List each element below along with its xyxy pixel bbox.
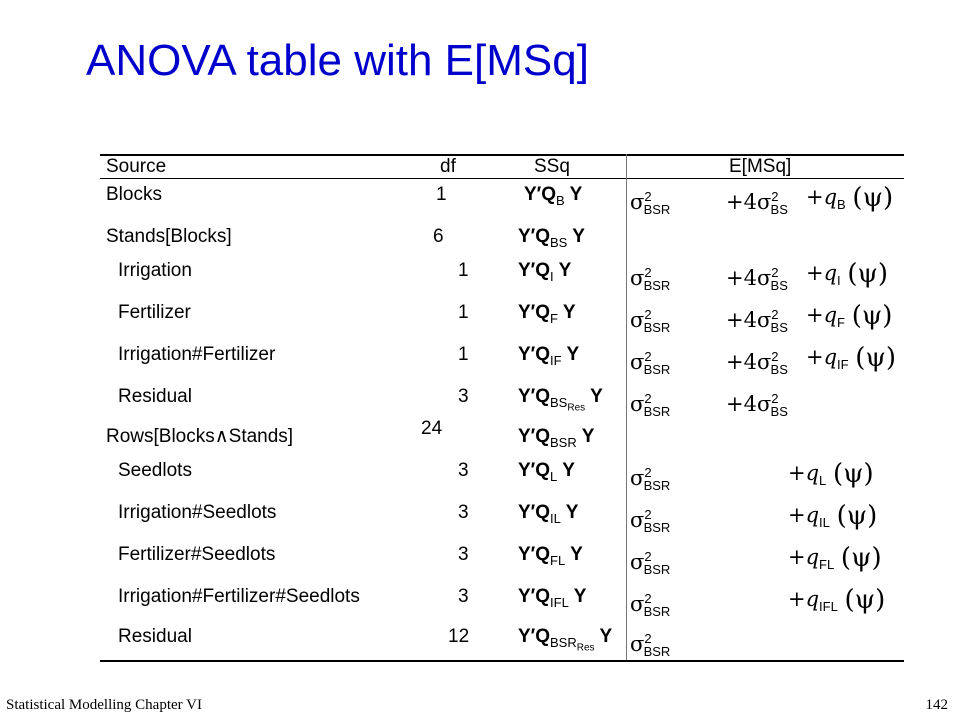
sigma-subscript: BSR <box>643 562 671 578</box>
psi-symbol: ψ <box>854 585 876 615</box>
column-divider <box>626 154 627 660</box>
sigma-subscript: BSR <box>643 520 671 536</box>
left-paren: ( <box>852 183 863 213</box>
ssq-suffix: Y <box>566 344 580 365</box>
ssq-prefix: Y′Q <box>518 226 551 247</box>
squared: 2 <box>644 591 652 606</box>
ems-bs-term <box>726 262 788 297</box>
q-coef: +q <box>788 503 820 527</box>
ems-q-term <box>788 543 882 576</box>
df-cell: 1 <box>436 184 447 205</box>
ssq-cell <box>518 586 586 614</box>
ssq-prefix: Y′Q <box>518 344 551 365</box>
df-cell: 1 <box>458 260 469 281</box>
ssq-subsubscript: Res <box>567 402 586 414</box>
sigma-subscript: BSR <box>643 202 671 218</box>
q-coef: +q <box>806 185 838 209</box>
ems-q-term <box>806 343 896 376</box>
ems-sigma-bsr <box>630 262 670 297</box>
sigma-subscript: BSR <box>643 320 671 336</box>
ssq-cell <box>518 386 603 419</box>
q-coef: +q <box>788 461 820 485</box>
ssq-subscript: B <box>556 192 565 208</box>
squared: 2 <box>644 507 652 522</box>
squared: 2 <box>771 391 779 406</box>
ems-bs-term <box>726 346 788 381</box>
right-paren: ) <box>882 183 894 213</box>
header-ssq: SSq <box>534 156 570 177</box>
left-paren: ( <box>832 459 844 489</box>
df-cell: 3 <box>458 460 469 481</box>
ssq-subscript: F <box>550 310 558 326</box>
ssq-suffix: Y <box>562 460 575 481</box>
squared: 2 <box>771 265 779 280</box>
ems-bs-term <box>726 388 788 423</box>
left-paren: ( <box>847 259 858 289</box>
ems-sigma-bsr <box>630 304 670 339</box>
right-paren: ) <box>863 459 874 489</box>
ems-sigma-bsr <box>630 546 670 581</box>
ssq-subscript: L <box>550 468 558 484</box>
q-subscript: F <box>837 315 845 331</box>
right-paren: ) <box>882 301 893 331</box>
ems-sigma-bsr <box>630 588 670 623</box>
squared: 2 <box>644 307 652 322</box>
df-cell: 12 <box>448 626 470 647</box>
left-paren: ( <box>836 501 847 531</box>
ssq-prefix: Y′Q <box>518 426 551 447</box>
squared: 2 <box>644 631 652 646</box>
source-cell: Irrigation#Seedlots <box>118 502 277 523</box>
ems-sigma-bsr <box>630 346 670 381</box>
squared: 2 <box>644 189 652 204</box>
ssq-cell <box>518 344 579 372</box>
bs-subscript: BS <box>770 404 788 420</box>
ems-sigma-bsr <box>630 186 670 221</box>
source-cell: Rows[Blocks∧Stands] <box>106 426 294 447</box>
ems-sigma-bsr <box>630 462 670 497</box>
q-coef: +q <box>806 303 838 327</box>
bs-coef: +4σ <box>726 350 772 374</box>
ssq-suffix: Y <box>570 544 583 565</box>
sigma-subscript: BSR <box>643 278 671 294</box>
squared: 2 <box>771 189 779 204</box>
ssq-suffix: Y <box>599 626 613 647</box>
squared: 2 <box>771 307 779 322</box>
ssq-cell <box>518 260 571 288</box>
ems-bs-term <box>726 186 788 221</box>
ssq-suffix: Y <box>590 386 603 407</box>
ssq-prefix: Y′Q <box>518 460 551 481</box>
ssq-subscript: BSRRes <box>550 634 595 654</box>
header-df: df <box>440 156 456 177</box>
ssq-suffix: Y <box>558 260 572 281</box>
source-cell: Residual <box>118 386 192 407</box>
source-cell: Fertilizer <box>118 302 191 323</box>
ssq-suffix: Y <box>562 302 576 323</box>
sigma-subscript: BSR <box>643 362 671 378</box>
ems-q-term <box>788 459 874 492</box>
ems-q-term <box>788 501 878 534</box>
source-cell: Seedlots <box>118 460 192 481</box>
left-paren: ( <box>855 343 866 373</box>
q-coef: +q <box>788 587 820 611</box>
source-cell: Blocks <box>106 184 162 205</box>
ssq-subscript: IL <box>550 510 561 526</box>
source-cell: Irrigation#Fertilizer <box>118 344 276 365</box>
sigma-subscript: BSR <box>643 404 671 420</box>
df-cell: 3 <box>458 544 469 565</box>
q-coef: +q <box>788 545 820 569</box>
psi-symbol: ψ <box>843 459 864 489</box>
squared: 2 <box>771 349 779 364</box>
right-paren: ) <box>867 501 878 531</box>
ssq-subsubscript: Res <box>576 642 595 654</box>
squared: 2 <box>644 465 652 480</box>
ems-bs-term <box>726 304 788 339</box>
bs-subscript: BS <box>770 202 788 218</box>
psi-symbol: ψ <box>865 343 886 373</box>
ssq-suffix: Y <box>573 586 587 607</box>
bs-coef: +4σ <box>726 190 772 214</box>
q-coef: +q <box>806 345 838 369</box>
page-title: ANOVA table with E[MSq] <box>86 36 589 85</box>
q-subscript: I <box>837 273 841 289</box>
ssq-prefix: Y′Q <box>518 502 551 523</box>
sigma-symbol: σ <box>630 350 645 374</box>
left-paren: ( <box>844 585 855 615</box>
psi-symbol: ψ <box>862 183 883 213</box>
sigma-subscript: BSR <box>643 644 671 660</box>
q-subscript: IL <box>819 515 830 531</box>
ssq-subscript: IF <box>550 352 562 368</box>
header-rule <box>100 178 904 179</box>
ssq-suffix: Y <box>565 502 579 523</box>
squared: 2 <box>644 391 652 406</box>
left-paren: ( <box>840 543 852 573</box>
ssq-subscript: BS <box>550 234 568 250</box>
ssq-subscript: BSRes <box>550 394 586 414</box>
ems-q-term <box>788 585 886 618</box>
left-paren: ( <box>851 301 862 331</box>
ssq-subscript: FL <box>550 552 566 568</box>
ems-q-term <box>806 183 894 216</box>
q-subscript: IFL <box>819 599 838 615</box>
df-cell: 3 <box>458 386 469 407</box>
sigma-symbol: σ <box>630 466 645 490</box>
ssq-cell <box>518 426 594 454</box>
sigma-symbol: σ <box>630 632 645 656</box>
sigma-symbol: σ <box>630 266 645 290</box>
right-paren: ) <box>871 543 882 573</box>
ems-sigma-bsr <box>630 388 670 423</box>
ssq-prefix: Y′Q <box>524 184 557 205</box>
squared: 2 <box>644 265 652 280</box>
squared: 2 <box>644 549 652 564</box>
psi-symbol: ψ <box>851 543 872 573</box>
bs-subscript: BS <box>770 320 788 336</box>
ems-q-term <box>806 301 893 334</box>
ssq-cell <box>518 226 585 254</box>
ssq-prefix: Y′Q <box>518 260 551 281</box>
source-cell: Irrigation <box>118 260 192 281</box>
bs-coef: +4σ <box>726 308 772 332</box>
q-subscript: IF <box>837 357 849 373</box>
ssq-subscript: BSR <box>550 434 577 450</box>
psi-symbol: ψ <box>861 301 883 331</box>
ssq-suffix: Y <box>569 184 583 205</box>
q-subscript: B <box>837 197 846 213</box>
bs-coef: +4σ <box>726 266 772 290</box>
ssq-suffix: Y <box>581 426 595 447</box>
df-cell: 1 <box>458 302 469 323</box>
ems-sigma-bsr <box>630 504 670 539</box>
source-cell: Stands[Blocks] <box>106 226 232 247</box>
footer-course: Statistical Modelling Chapter VI <box>6 697 202 713</box>
ssq-subscript: I <box>550 268 554 284</box>
sigma-symbol: σ <box>630 550 645 574</box>
header-source: Source <box>106 156 167 177</box>
bs-coef: +4σ <box>726 392 772 416</box>
ssq-subscript: IFL <box>550 594 569 610</box>
df-cell: 1 <box>458 344 469 365</box>
df-cell: 3 <box>458 586 469 607</box>
source-cell: Fertilizer#Seedlots <box>118 544 276 565</box>
df-cell: 6 <box>433 226 444 247</box>
psi-symbol: ψ <box>846 501 868 531</box>
ssq-cell <box>518 502 578 530</box>
ems-sigma-bsr <box>630 628 670 663</box>
ssq-cell <box>518 302 576 330</box>
ssq-cell <box>518 460 575 488</box>
sigma-subscript: BSR <box>643 478 671 494</box>
q-coef: +q <box>806 261 838 285</box>
anova-table <box>100 150 904 662</box>
sigma-symbol: σ <box>630 308 645 332</box>
table-bottom-rule <box>100 660 904 662</box>
df-cell: 24 <box>421 418 443 439</box>
right-paren: ) <box>885 343 896 373</box>
ssq-suffix: Y <box>572 226 585 247</box>
ssq-cell <box>518 626 612 659</box>
right-paren: ) <box>877 259 889 289</box>
sigma-symbol: σ <box>630 592 645 616</box>
page-number: 142 <box>925 697 948 713</box>
ssq-prefix: Y′Q <box>518 386 551 407</box>
ssq-prefix: Y′Q <box>518 544 551 565</box>
ssq-prefix: Y′Q <box>518 626 551 647</box>
ssq-prefix: Y′Q <box>518 586 551 607</box>
ssq-prefix: Y′Q <box>518 302 551 323</box>
bs-subscript: BS <box>770 362 788 378</box>
q-subscript: FL <box>819 557 835 573</box>
header-emsq: E[MSq] <box>729 156 792 177</box>
sigma-symbol: σ <box>630 392 645 416</box>
psi-symbol: ψ <box>857 259 878 289</box>
source-cell: Residual <box>118 626 192 647</box>
sigma-subscript: BSR <box>643 604 671 620</box>
ssq-cell <box>518 544 583 572</box>
ems-q-term <box>806 259 889 292</box>
source-cell: Irrigation#Fertilizer#Seedlots <box>118 586 360 607</box>
right-paren: ) <box>875 585 886 615</box>
squared: 2 <box>644 349 652 364</box>
q-subscript: L <box>819 473 827 489</box>
sigma-symbol: σ <box>630 508 645 532</box>
sigma-symbol: σ <box>630 190 645 214</box>
df-cell: 3 <box>458 502 469 523</box>
ssq-cell <box>524 184 582 212</box>
bs-subscript: BS <box>770 278 788 294</box>
